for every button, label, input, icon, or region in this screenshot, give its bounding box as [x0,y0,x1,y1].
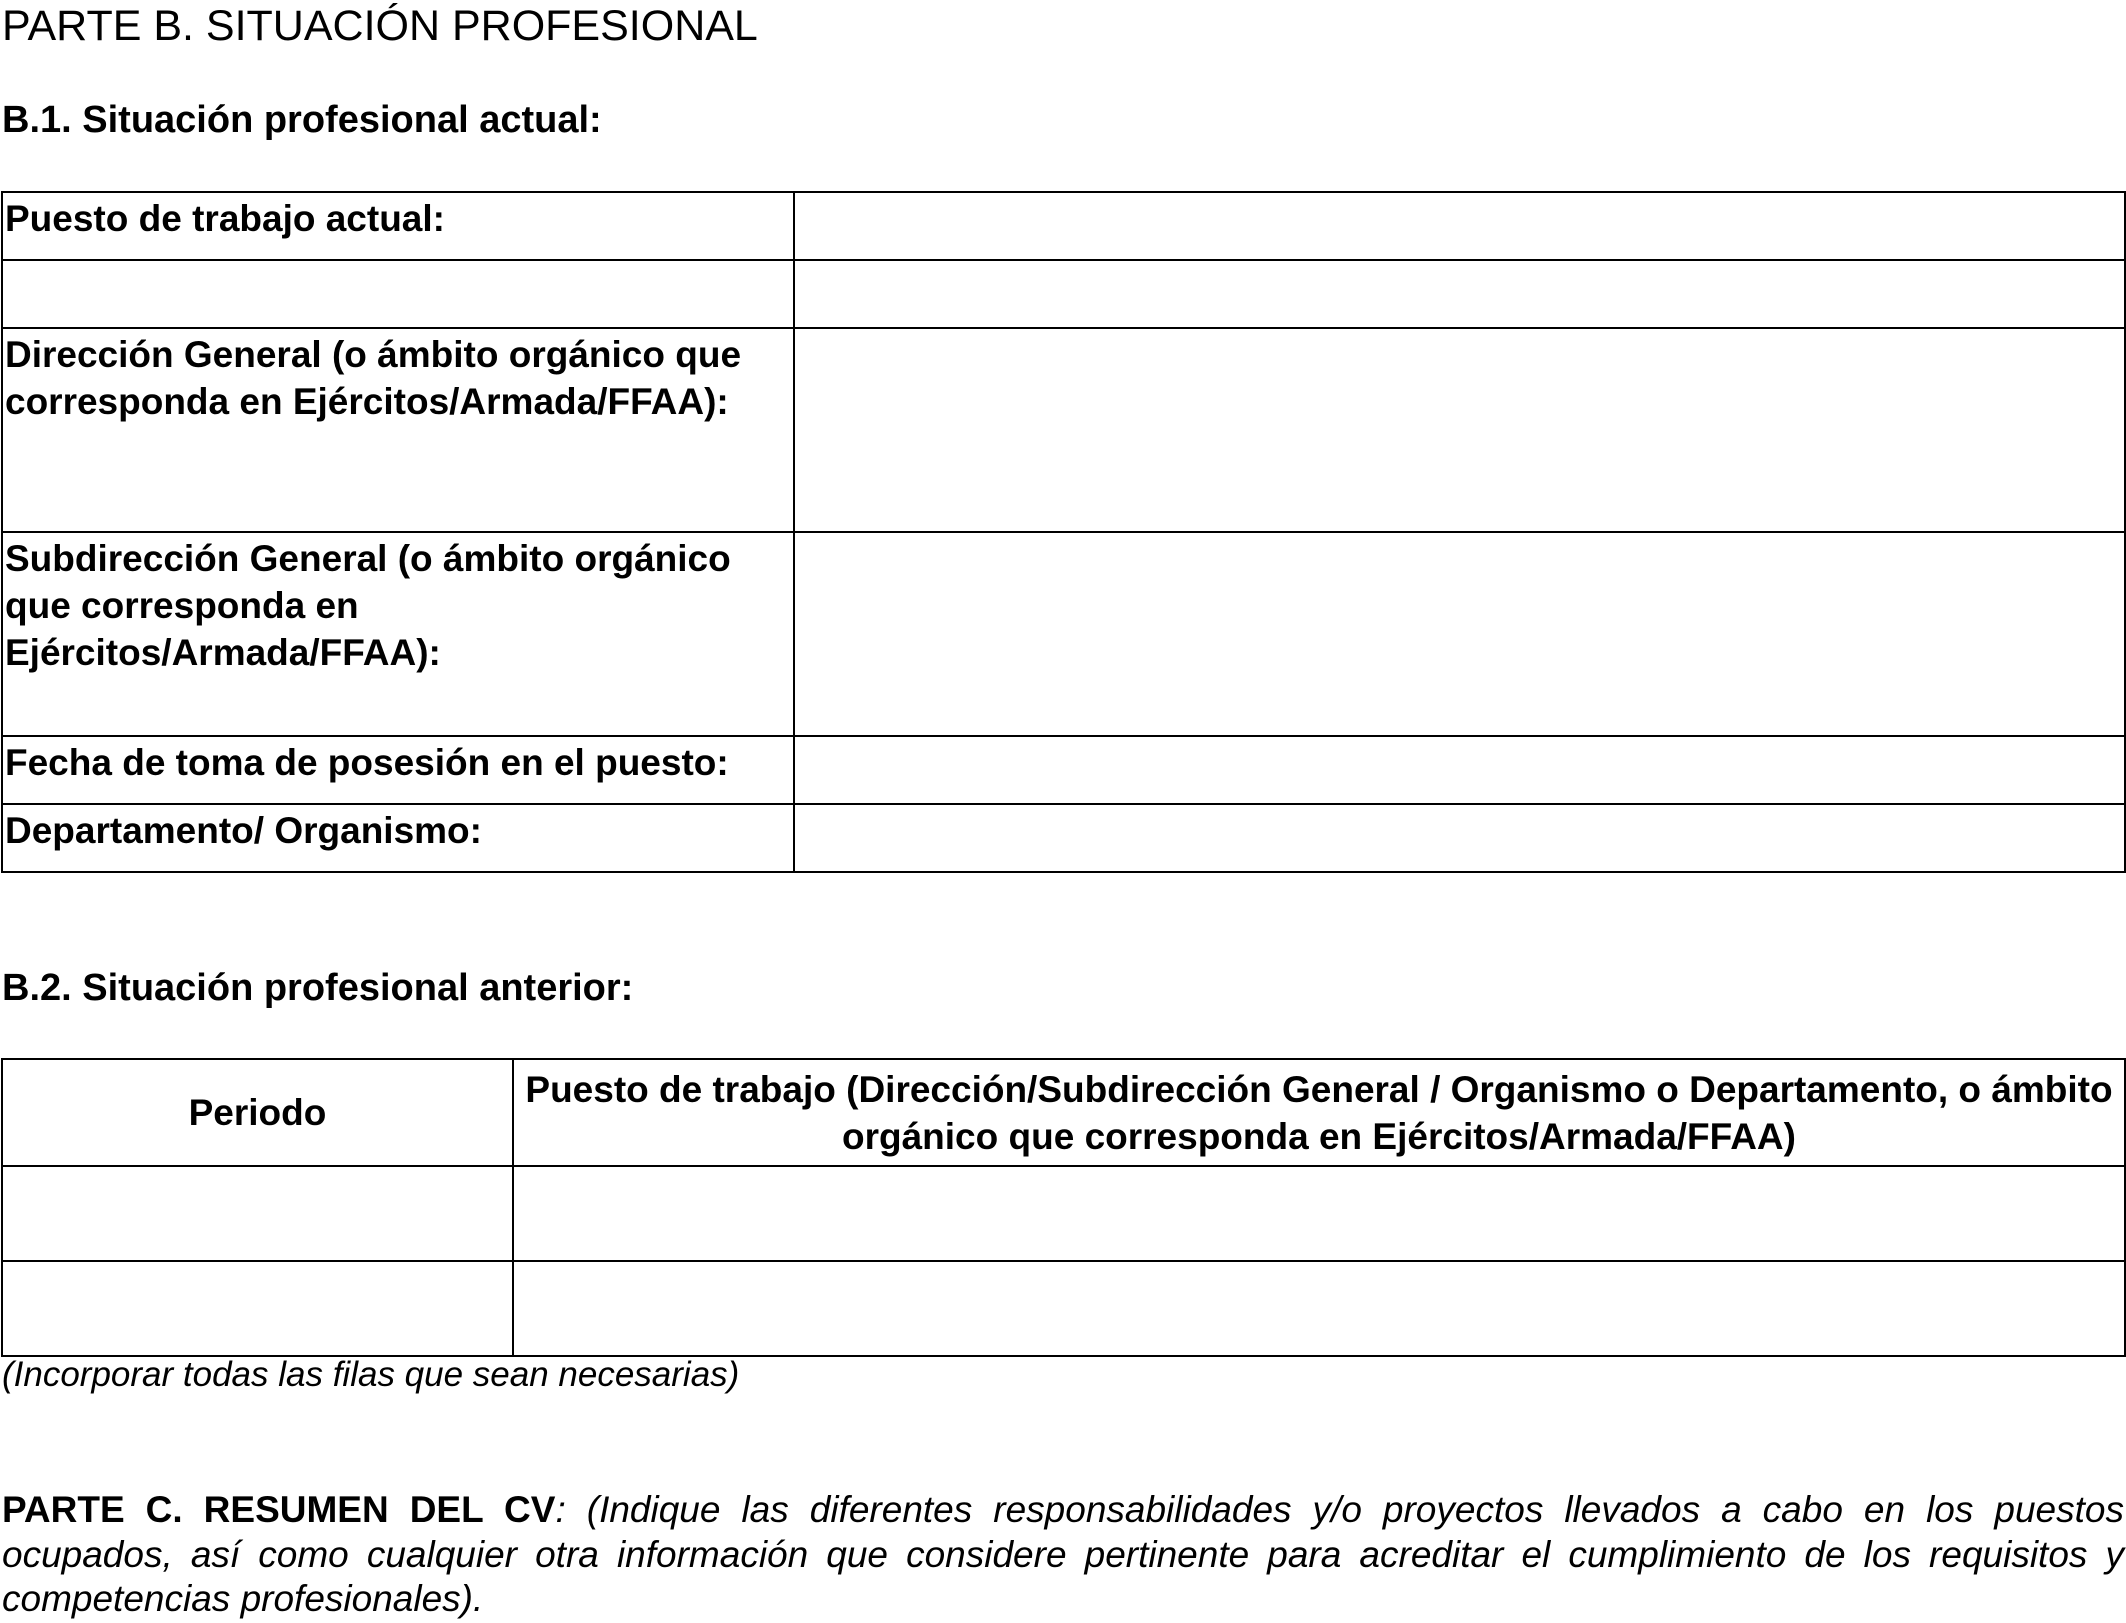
current-job-label: Puesto de trabajo actual: [2,192,794,260]
section-b2-title: Situación profesional anterior: [82,967,634,1009]
table-row [2,1261,2125,1356]
section-b1-number: B.1. [2,99,72,141]
position-field[interactable] [513,1166,2125,1261]
position-field[interactable] [513,1261,2125,1356]
period-column-header: Periodo [2,1059,513,1166]
directorate-label: Dirección General (o ámbito orgánico que corresponda en Ejércitos/Armada/FFAA): [2,328,794,532]
current-job-field[interactable] [794,192,2125,260]
start-date-label: Fecha de toma de posesión en el puesto: [2,736,794,804]
table-row [2,804,2125,872]
table-row [2,328,2125,532]
blank-label-cell [2,260,794,328]
current-position-table [1,191,2126,873]
subdirectorate-field[interactable] [794,532,2125,736]
section-b1-title: Situación profesional actual: [82,99,602,141]
table-row [2,736,2125,804]
page-title: PARTE B. SITUACIÓN PROFESIONAL [2,2,758,50]
section-b2-number: B.2. [2,967,72,1009]
period-field[interactable] [2,1261,513,1356]
table-row [2,1166,2125,1261]
section-b1-heading [2,97,602,143]
department-field[interactable] [794,804,2125,872]
add-rows-note: (Incorporar todas las filas que sean necesarias) [2,1355,740,1394]
start-date-field[interactable] [794,736,2125,804]
table-header-row [2,1059,2125,1166]
directorate-field[interactable] [794,328,2125,532]
blank-field-cell[interactable] [794,260,2125,328]
part-c-heading: PARTE C. RESUMEN DEL CV [2,1489,556,1530]
table-row [2,192,2125,260]
subdirectorate-label: Subdirección General (o ámbito orgánico que corresponda en Ejércitos/Armada/FFAA): [2,532,794,736]
period-field[interactable] [2,1166,513,1261]
previous-positions-table [1,1058,2126,1357]
table-row [2,260,2125,328]
position-column-header: Puesto de trabajo (Dirección/Subdirección General / Organismo o Departamento, o ámbito orgánico que corresponda en Ejércitos/Armada/FFAA) [513,1059,2125,1166]
department-label: Departamento/ Organismo: [2,804,794,872]
part-c-paragraph [2,1488,2124,1622]
part-c-instructions: : (Indique las diferentes responsabilidades y/o proyectos llevados a cabo en los puestos ocupados, así como cualquier otra información que considere pertinente para acreditar el cumplimiento de los requisitos y competencias profesionales). [2,1489,2124,1619]
section-b2-heading [2,965,633,1011]
table-row [2,532,2125,736]
